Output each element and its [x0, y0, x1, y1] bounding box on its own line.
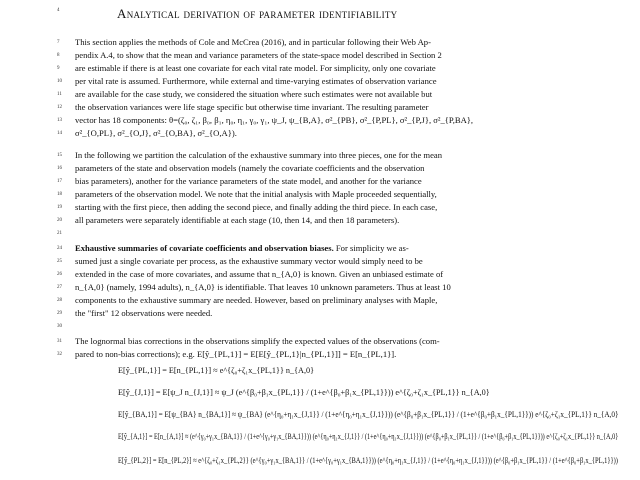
- section-title: Analytical derivation of parameter identifiability: [117, 6, 398, 21]
- line-number: 10: [57, 79, 62, 84]
- line-number: 24: [57, 246, 62, 251]
- paragraph-text: The lognormal bias corrections in the observations simplify the expected values of the observations (com- pared to non-bias corrections); e.g. E[ŷ_{PL,1}] = E[E[ŷ_{PL,1}|n_{PL,1}]] = E[n_{PL,1}].: [75, 336, 440, 359]
- line-number: 29: [57, 311, 62, 316]
- line-number: 20: [57, 218, 62, 223]
- line-number: 17: [57, 179, 62, 184]
- line-number: 31: [57, 339, 62, 344]
- line-number: 12: [57, 105, 62, 110]
- paragraph-text: Exhaustive summaries of covariate coefficients and observation biases. For simplicity we as- sumed just a single covariate per process, as the exhaustive summary vector would simply need to be extended in the case of more covariates, and assume that n_{A,0} is known. Given an unbiased estimate of n_{A,0} (namely, 1994 adults), n_{A,0} is identifiable. That leaves 10 unknown parameters. Thus at least 10 components to the exhaustive summary are needed. However, based on preliminary analyses with Maple, the "first" 12 observations were needed.: [75, 243, 451, 318]
- line-number: 25: [57, 259, 62, 264]
- line-number: 13: [57, 118, 62, 123]
- line-number: 32: [57, 352, 62, 357]
- line-number: 9: [57, 66, 60, 71]
- line-number: 27: [57, 285, 62, 290]
- line-number: 18: [57, 192, 62, 197]
- subsection-heading: Exhaustive summaries of covariate coefficients and observation biases.: [75, 243, 334, 253]
- paragraph-text: In the following we partition the calculation of the exhaustive summary into three pieces, one for the mean parameters of the state and observation models (namely the covariate coefficients and the observation bias parameters), another for the variance parameters of the state model, and another for the variance parameters of the observation model. We note that the initial analysis with Maple proceeded sequentially, starting with the first piece, then adding the second piece, and finally adding the third piece. In each case, all parameters were separately identifiable at each stage (10, then 14, and then 18 parameters).: [75, 150, 443, 225]
- line-number: 11: [57, 92, 62, 97]
- line-number: 30: [57, 324, 62, 329]
- equation: E[ŷ_{J,1}] = E[ψ_J n_{J,1}] ≈ ψ_J (e^{β₀+β₁x_{PL,1}} / (1+e^{β₀+β₁x_{PL,1}})) e^{ζ₀+ζ₁x_{PL,1}} n_{A,0}: [118, 388, 490, 397]
- equation-block: [118, 366, 619, 480]
- line-number: 15: [57, 153, 62, 158]
- paragraph-text: This section applies the methods of Cole and McCrea (2016), and in particular following their Web Ap- pendix A.4, to show that the mean and variance parameters of the state-space model described in Section 2 are estimable if there is at least one covariate for each vital rate model. For simplicity, only one covariate per vital rate is assumed. Furthermore, while external and time-varying estimates of observation variance are available for the case study, we considered the situation where such estimates were not available but the observation variances were life stage specific but otherwise time invariant. The resulting parameter vector has 18 components: θ=(ζ₀, ζ₁, β₀, β₁, η₀, η₁, γ₀, γ₁, ψ_J, ψ_{B,A}, σ²_{PB}, σ²_{P,PL}, σ²_{P,J}, σ²_{P,BA}, σ²_{O,PL}, σ²_{O,J}, σ²_{O,BA}, σ²_{O,A}).: [75, 37, 474, 138]
- line-number: 26: [57, 272, 62, 277]
- line-number: 28: [57, 298, 62, 303]
- line-number: 7: [57, 40, 60, 45]
- line-number: 8: [57, 53, 60, 58]
- line-number: 14: [57, 131, 62, 136]
- line-number: 16: [57, 166, 62, 171]
- line-number: 19: [57, 205, 62, 210]
- line-number: 4: [57, 8, 60, 13]
- equation: E[ŷ_{BA,1}] = E[ψ_{BA} n_{BA,1}] ≈ ψ_{BA} (e^{η₀+η₁x_{J,1}} / (1+e^{η₀+η₁x_{J,1}})) (e^{β₀+β₁x_{PL,1}} / (1+e^{β₀+β₁x_{PL,1}})) e^{ζ₀+ζ₁x_{PL,1}} n_{A,0}: [118, 410, 619, 419]
- equation: E[ŷ_{PL,2}] = E[n_{PL,2}] ≈ e^{ζ₀+ζ₁x_{PL,2}} (e^{γ₀+γ₁x_{BA,1}} / (1+e^{γ₀+γ₁x_{BA,1}})) (e^{η₀+η₁x_{J,1}} / (1+e^{η₀+η₁x_{J,1}})) (e^{β₀+β₁x_{PL,1}} / (1+e^{β₀+β₁x_{PL,1}})): [118, 456, 618, 465]
- equation: E[ŷ_{PL,1}] = E[n_{PL,1}] ≈ e^{ζ₀+ζ₁x_{PL,1}} n_{A,0}: [118, 366, 315, 375]
- line-number: 21: [57, 231, 62, 236]
- equation: E[ŷ_{A,1}] = E[n_{A,1}] ≈ (e^{γ₀+γ₁x_{BA,1}} / (1+e^{γ₀+γ₁x_{BA,1}})) (e^{η₀+η₁x_{J,1}} / (1+e^{η₀+η₁x_{J,1}})) (e^{β₀+β₁x_{PL,1}} / (1+e^{β₀+β₁x_{PL,1}})) e^{ζ₀+ζ₁x_{PL,1}} n_{A,0}: [118, 432, 619, 441]
